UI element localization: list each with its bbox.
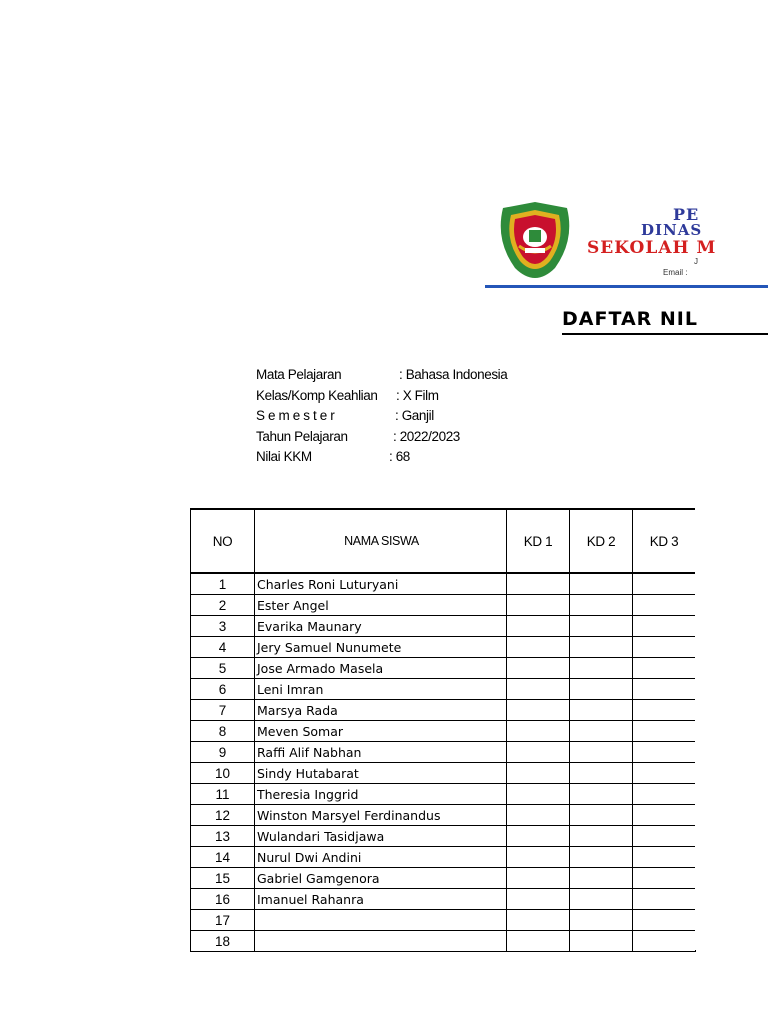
table-row xyxy=(191,763,696,784)
row-number: 11 xyxy=(191,784,255,805)
grade-cell-kd1[interactable] xyxy=(507,700,570,721)
school-logo-icon xyxy=(495,200,575,280)
table-row xyxy=(191,742,696,763)
grade-cell-kd3[interactable] xyxy=(633,742,696,763)
row-number: 18 xyxy=(191,931,255,952)
grade-cell-kd3[interactable] xyxy=(633,700,696,721)
grade-cell-kd2[interactable] xyxy=(570,805,633,826)
table-row xyxy=(191,658,696,679)
grade-cell-kd2[interactable] xyxy=(570,679,633,700)
row-number: 4 xyxy=(191,637,255,658)
grade-cell-kd2[interactable] xyxy=(570,721,633,742)
school-header-banner xyxy=(485,196,768,290)
row-number: 3 xyxy=(191,616,255,637)
table-row xyxy=(191,910,696,931)
grade-cell-kd2[interactable] xyxy=(570,742,633,763)
table-row xyxy=(191,805,696,826)
grade-cell-kd1[interactable] xyxy=(507,805,570,826)
row-number: 1 xyxy=(191,573,255,595)
student-name: Ester Angel xyxy=(255,595,507,616)
title-underline xyxy=(562,333,768,335)
student-name: Theresia Inggrid xyxy=(255,784,507,805)
grade-cell-kd1[interactable] xyxy=(507,889,570,910)
header-line-4: J xyxy=(694,257,698,266)
grade-cell-kd2[interactable] xyxy=(570,784,633,805)
row-number: 9 xyxy=(191,742,255,763)
column-header-kd1: KD 1 xyxy=(507,509,570,573)
grade-cell-kd2[interactable] xyxy=(570,763,633,784)
grade-cell-kd3[interactable] xyxy=(633,679,696,700)
grade-cell-kd3[interactable] xyxy=(633,763,696,784)
grade-cell-kd3[interactable] xyxy=(633,805,696,826)
table-row xyxy=(191,826,696,847)
student-name: Marsya Rada xyxy=(255,700,507,721)
column-header-name: NAMA SISWA xyxy=(255,509,507,573)
grade-cell-kd1[interactable] xyxy=(507,658,570,679)
grade-cell-kd2[interactable] xyxy=(570,700,633,721)
row-number: 12 xyxy=(191,805,255,826)
info-label: Tahun Pelajaran xyxy=(256,428,348,444)
info-label: Kelas/Komp Keahlian xyxy=(256,387,378,403)
info-value: : 68 xyxy=(389,449,410,464)
grade-cell-kd1[interactable] xyxy=(507,847,570,868)
grade-cell-kd3[interactable] xyxy=(633,784,696,805)
grades-table xyxy=(190,508,696,952)
document-title: DAFTAR NIL xyxy=(562,308,698,330)
row-number: 16 xyxy=(191,889,255,910)
student-name: Wulandari Tasidjawa xyxy=(255,826,507,847)
grade-cell-kd3[interactable] xyxy=(633,847,696,868)
grade-cell-kd2[interactable] xyxy=(570,637,633,658)
grade-cell-kd1[interactable] xyxy=(507,742,570,763)
grade-cell-kd3[interactable] xyxy=(633,573,696,595)
info-label: Mata Pelajaran xyxy=(256,367,342,382)
grade-cell-kd2[interactable] xyxy=(570,868,633,889)
table-row xyxy=(191,889,696,910)
table-row xyxy=(191,637,696,658)
student-name xyxy=(255,910,507,931)
student-name: Imanuel Rahanra xyxy=(255,889,507,910)
table-row xyxy=(191,679,696,700)
grade-cell-kd3[interactable] xyxy=(633,721,696,742)
row-number: 2 xyxy=(191,595,255,616)
grade-cell-kd3[interactable] xyxy=(633,658,696,679)
grade-cell-kd1[interactable] xyxy=(507,573,570,595)
row-number: 5 xyxy=(191,658,255,679)
student-name: Nurul Dwi Andini xyxy=(255,847,507,868)
page-clip xyxy=(695,508,768,950)
grade-cell-kd2[interactable] xyxy=(570,931,633,952)
column-header-kd3: KD 3 xyxy=(633,509,696,573)
header-line-1: PE xyxy=(673,205,700,224)
row-number: 14 xyxy=(191,847,255,868)
student-name: Meven Somar xyxy=(255,721,507,742)
table-row xyxy=(191,616,696,637)
grade-cell-kd3[interactable] xyxy=(633,889,696,910)
grade-cell-kd1[interactable] xyxy=(507,868,570,889)
grade-cell-kd1[interactable] xyxy=(507,931,570,952)
student-name: Gabriel Gamgenora xyxy=(255,868,507,889)
grade-cell-kd1[interactable] xyxy=(507,637,570,658)
student-name: Jery Samuel Nunumete xyxy=(255,637,507,658)
header-line-3: SEKOLAH M xyxy=(587,238,717,258)
grades-table-body xyxy=(191,573,696,952)
grade-cell-kd3[interactable] xyxy=(633,868,696,889)
grade-cell-kd3[interactable] xyxy=(633,616,696,637)
grade-cell-kd1[interactable] xyxy=(507,910,570,931)
grade-cell-kd2[interactable] xyxy=(570,616,633,637)
table-row xyxy=(191,931,696,952)
grade-cell-kd3[interactable] xyxy=(633,826,696,847)
grade-cell-kd1[interactable] xyxy=(507,763,570,784)
grade-cell-kd1[interactable] xyxy=(507,616,570,637)
student-name: Sindy Hutabarat xyxy=(255,763,507,784)
row-number: 8 xyxy=(191,721,255,742)
header-line-2: DINAS xyxy=(641,221,703,239)
info-value: : Ganjil xyxy=(395,408,434,423)
row-number: 6 xyxy=(191,679,255,700)
info-value: : Bahasa Indonesia xyxy=(399,367,508,382)
grade-cell-kd1[interactable] xyxy=(507,826,570,847)
grade-cell-kd3[interactable] xyxy=(633,931,696,952)
info-value: : 2022/2023 xyxy=(393,428,460,444)
row-number: 17 xyxy=(191,910,255,931)
table-row xyxy=(191,721,696,742)
grade-cell-kd3[interactable] xyxy=(633,910,696,931)
grade-cell-kd1[interactable] xyxy=(507,679,570,700)
student-name: Charles Roni Luturyani xyxy=(255,573,507,595)
column-header-kd2: KD 2 xyxy=(570,509,633,573)
grade-cell-kd1[interactable] xyxy=(507,784,570,805)
info-label: Semester xyxy=(256,408,338,423)
grade-cell-kd2[interactable] xyxy=(570,595,633,616)
table-row xyxy=(191,847,696,868)
table-row xyxy=(191,868,696,889)
grade-cell-kd2[interactable] xyxy=(570,658,633,679)
row-number: 7 xyxy=(191,700,255,721)
grade-cell-kd2[interactable] xyxy=(570,910,633,931)
info-label: Nilai KKM xyxy=(256,449,312,464)
grade-cell-kd2[interactable] xyxy=(570,826,633,847)
info-value: : X Film xyxy=(396,387,439,403)
row-number: 15 xyxy=(191,868,255,889)
student-name: Winston Marsyel Ferdinandus xyxy=(255,805,507,826)
column-header-no: NO xyxy=(191,509,255,573)
student-name: Raffi Alif Nabhan xyxy=(255,742,507,763)
table-row xyxy=(191,573,696,595)
grade-cell-kd1[interactable] xyxy=(507,595,570,616)
student-name: Jose Armado Masela xyxy=(255,658,507,679)
grade-cell-kd2[interactable] xyxy=(570,573,633,595)
grade-cell-kd3[interactable] xyxy=(633,637,696,658)
grade-cell-kd2[interactable] xyxy=(570,889,633,910)
row-number: 13 xyxy=(191,826,255,847)
header-divider xyxy=(485,285,768,288)
row-number: 10 xyxy=(191,763,255,784)
table-row xyxy=(191,784,696,805)
grade-cell-kd3[interactable] xyxy=(633,595,696,616)
student-name: Leni Imran xyxy=(255,679,507,700)
student-name xyxy=(255,931,507,952)
table-header-row xyxy=(191,509,696,573)
grade-cell-kd2[interactable] xyxy=(570,847,633,868)
student-name: Evarika Maunary xyxy=(255,616,507,637)
table-row xyxy=(191,700,696,721)
table-row xyxy=(191,595,696,616)
header-line-5: Email : xyxy=(663,268,688,277)
grade-cell-kd1[interactable] xyxy=(507,721,570,742)
